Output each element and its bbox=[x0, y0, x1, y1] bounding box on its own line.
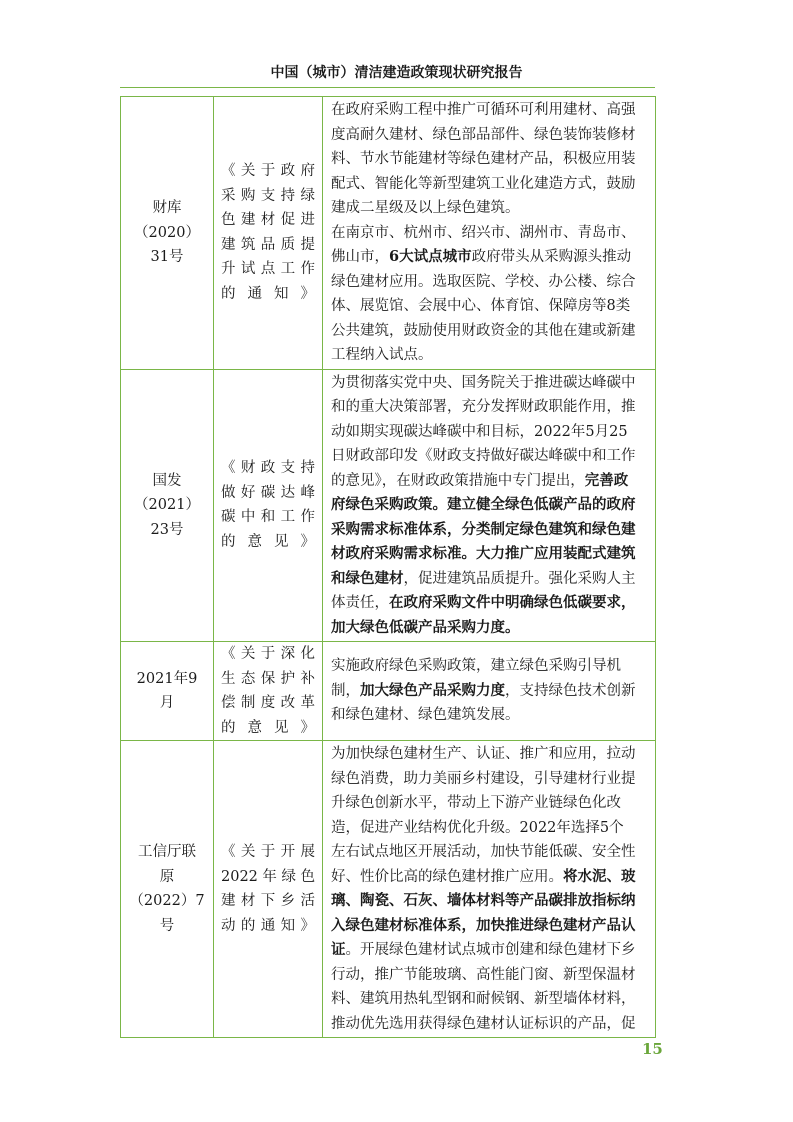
body-text: 动如期实现碳达峰碳中和目标，2022年5月25 bbox=[331, 423, 628, 440]
body-text: 绿色消费，助力美丽乡村建设，引导建材行业提 bbox=[331, 770, 636, 787]
table-row bbox=[121, 369, 656, 642]
policy-title-line: 色建材促进 bbox=[221, 212, 315, 229]
body-text: 行动，推广节能玻璃、高性能门窗、新型保温材 bbox=[331, 966, 636, 983]
document-number-line: 31号 bbox=[150, 249, 184, 265]
emphasized-text: 府绿色采购政策。建立健全绿色低碳产品的政府 bbox=[331, 496, 636, 513]
policy-title-line: 生态保护补 bbox=[221, 670, 315, 687]
body-text: 度高耐久建材、绿色部品部件、绿色装饰装修材 bbox=[331, 126, 636, 143]
policy-title-line: 碳中和工作 bbox=[221, 509, 315, 526]
policy-content-line bbox=[331, 840, 649, 865]
body-text: ，支持绿色技术创新 bbox=[505, 682, 636, 699]
policy-title-line: 的意见》 bbox=[221, 533, 315, 550]
body-text: 体责任， bbox=[331, 595, 389, 611]
policy-title-line: 采购支持绿 bbox=[221, 187, 315, 204]
emphasized-text: 将水泥、玻 bbox=[563, 867, 636, 885]
policy-title-line: 《关于开展 bbox=[221, 844, 315, 860]
policy-title-line: 建筑品质提 bbox=[221, 236, 315, 253]
body-text: 升绿色创新水平，带动上下游产业链绿色化改 bbox=[331, 795, 621, 811]
policy-content-line bbox=[331, 654, 649, 679]
policy-title-line: 《关于政府 bbox=[221, 163, 315, 180]
policy-content-cell bbox=[323, 642, 656, 741]
policy-table-body bbox=[121, 97, 656, 1038]
body-text: 工程纳入试点。 bbox=[331, 347, 433, 363]
policy-title-cell bbox=[214, 369, 323, 642]
body-text: ，促进建筑品质提升。强化采购人主 bbox=[403, 570, 636, 587]
policy-content-cell bbox=[323, 97, 656, 370]
body-text: 的意见》，在财政政策措施中专门提出， bbox=[331, 472, 585, 489]
emphasized-text: 入绿色建材标准体系，加快推进绿色建材产品认 bbox=[331, 916, 636, 934]
emphasized-text: 6大试点城市 bbox=[389, 248, 472, 265]
policy-content-line bbox=[331, 196, 649, 221]
body-text: 。开展绿色建材试点城市创建和绿色建材下乡 bbox=[345, 942, 636, 958]
document-number-cell bbox=[121, 642, 214, 741]
emphasized-text: 璃、陶瓷、石灰、墙体材料等产品碳排放指标纳 bbox=[331, 892, 636, 909]
policy-content-line bbox=[331, 542, 649, 567]
emphasized-text: 证 bbox=[331, 941, 346, 958]
emphasized-text: 和绿色建材 bbox=[331, 569, 404, 587]
body-text: 和绿色建材、绿色建筑发展。 bbox=[331, 707, 520, 724]
policy-content-line bbox=[331, 270, 649, 295]
body-text: 为贯彻落实党中央、国务院关于推进碳达峰碳中 bbox=[331, 374, 636, 391]
policy-content-line bbox=[331, 123, 649, 148]
document-number-line: 月 bbox=[159, 695, 175, 711]
policy-content-line bbox=[331, 518, 649, 543]
policy-content-line bbox=[331, 865, 649, 890]
policy-title-line: 偿制度改革 bbox=[221, 695, 315, 711]
emphasized-text: 在政府采购文件中明确绿色低碳要求， bbox=[389, 594, 636, 611]
policy-title-line: 升试点工作 bbox=[221, 261, 315, 278]
policy-content-line bbox=[331, 987, 649, 1012]
page-number: 15 bbox=[642, 1040, 663, 1058]
document-number-line: 国发 bbox=[152, 472, 182, 489]
document-number-line: 财库 bbox=[152, 200, 182, 216]
policy-content-cell bbox=[323, 741, 656, 1038]
body-text: 在南京市、杭州市、绍兴市、湖州市、青岛市、 bbox=[331, 224, 636, 241]
policy-content-line bbox=[331, 703, 649, 728]
emphasized-text: 完善政 bbox=[584, 471, 629, 489]
policy-content-line bbox=[331, 914, 649, 939]
policy-title-line: 建材下乡活 bbox=[221, 893, 315, 909]
policy-content-line bbox=[331, 395, 649, 420]
policy-content-line bbox=[331, 616, 649, 641]
policy-content-line bbox=[331, 420, 649, 445]
policy-content-line bbox=[331, 742, 649, 767]
policy-title-line: 的通知》 bbox=[221, 285, 315, 302]
body-text: 政府带头从采购源头推动 bbox=[471, 249, 632, 265]
body-text: 实施政府绿色采购政策，建立绿色采购引导机 bbox=[331, 658, 621, 675]
document-number-cell bbox=[121, 741, 214, 1038]
policy-title-line: 做好碳达峰 bbox=[221, 484, 315, 501]
body-text: 料、节水节能建材等绿色建材产品，积极应用装 bbox=[331, 151, 636, 167]
emphasized-text: 采购需求标准体系， bbox=[331, 520, 462, 538]
policy-content-line bbox=[331, 938, 649, 963]
policy-content-line bbox=[331, 1012, 649, 1037]
body-text: 好、性价比高的绿色建材推广应用。 bbox=[331, 868, 563, 885]
body-text: 日财政部印发《财政支持做好碳达峰碳中和工作 bbox=[331, 448, 636, 464]
body-text: 体、展览馆、会展中心、体育馆、保障房等8类 bbox=[331, 298, 631, 314]
document-number-line: 号 bbox=[159, 917, 175, 934]
policy-content-line bbox=[331, 172, 649, 197]
document-number-line: 原 bbox=[159, 868, 175, 885]
emphasized-text: 加大绿色低碳产品采购力度。 bbox=[331, 618, 520, 636]
policy-content-line bbox=[331, 816, 649, 841]
policy-content-line bbox=[331, 963, 649, 988]
policy-content-line bbox=[331, 294, 649, 319]
policy-content-line bbox=[331, 567, 649, 592]
body-text: 和的重大决策部署，充分发挥财政职能作用，推 bbox=[331, 399, 636, 415]
policy-content-line bbox=[331, 591, 649, 616]
emphasized-text: 分类制定绿色建筑和绿色建 bbox=[461, 520, 636, 538]
policy-content-line bbox=[331, 444, 649, 469]
header-divider bbox=[120, 87, 655, 88]
policy-title-cell bbox=[214, 642, 323, 741]
body-text: 推动优先选用获得绿色建材认证标识的产品，促 bbox=[331, 1015, 636, 1032]
policy-content-line bbox=[331, 889, 649, 914]
body-text: 在政府采购工程中推广可循环可利用建材、高强 bbox=[331, 102, 636, 118]
policy-content-line bbox=[331, 221, 649, 246]
policy-table bbox=[120, 96, 656, 1038]
document-number-line: 2021年9 bbox=[136, 670, 198, 687]
body-text: 制， bbox=[331, 682, 360, 699]
report-header-title: 中国（城市）清洁建造政策现状研究报告 bbox=[270, 65, 523, 81]
policy-content-cell bbox=[323, 369, 656, 642]
policy-title-line: 的意见》 bbox=[221, 719, 315, 736]
document-number-line: （2020） bbox=[134, 224, 200, 241]
policy-title-line: 2022年绿色 bbox=[221, 868, 315, 885]
body-text: 绿色建材应用。选取医院、学校、办公楼、综合 bbox=[331, 273, 636, 290]
policy-content-line bbox=[331, 493, 649, 518]
body-text: 料、建筑用热轧型钢和耐候钢、新型墙体材料， bbox=[331, 991, 636, 1007]
policy-content-line bbox=[331, 469, 649, 494]
policy-content-line bbox=[331, 791, 649, 816]
document-number-line: （2022）7 bbox=[129, 893, 205, 909]
policy-content-line bbox=[331, 343, 649, 368]
policy-content-line bbox=[331, 98, 649, 123]
body-text: 配式、智能化等新型建筑工业化建造方式，鼓励 bbox=[331, 175, 636, 192]
body-text: 为加快绿色建材生产、认证、推广和应用，拉动 bbox=[331, 746, 636, 762]
policy-title-line: 动的通知》 bbox=[221, 917, 315, 934]
document-number-line: 23号 bbox=[150, 521, 184, 538]
policy-content-line bbox=[331, 371, 649, 396]
table-row bbox=[121, 642, 656, 741]
body-text: 造，促进产业结构优化升级。2022年选择5个 bbox=[331, 819, 624, 836]
body-text: 左右试点地区开展活动，加快节能低碳、安全性 bbox=[331, 844, 636, 860]
policy-content-line bbox=[331, 679, 649, 704]
policy-title-cell bbox=[214, 741, 323, 1038]
body-text: 公共建筑，鼓励使用财政资金的其他在建或新建 bbox=[331, 322, 636, 339]
policy-content-line bbox=[331, 245, 649, 270]
document-number-line: （2021） bbox=[134, 497, 200, 513]
document-number-cell bbox=[121, 97, 214, 370]
body-text: 佛山市， bbox=[331, 249, 389, 265]
table-row bbox=[121, 741, 656, 1038]
policy-content-line bbox=[331, 767, 649, 792]
policy-content-line bbox=[331, 147, 649, 172]
policy-title-cell bbox=[214, 97, 323, 370]
document-number-line: 工信厅联 bbox=[138, 844, 196, 860]
document-number-cell bbox=[121, 369, 214, 642]
emphasized-text: 材政府采购需求标准。大力推广应用装配式建筑 bbox=[331, 545, 636, 562]
policy-title-line: 《财政支持 bbox=[221, 460, 315, 477]
emphasized-text: 加大绿色产品采购力度 bbox=[360, 681, 505, 699]
table-row bbox=[121, 97, 656, 370]
policy-title-line: 《关于深化 bbox=[221, 646, 315, 662]
policy-content-line bbox=[331, 319, 649, 344]
body-text: 建成二星级及以上绿色建筑。 bbox=[331, 200, 520, 216]
